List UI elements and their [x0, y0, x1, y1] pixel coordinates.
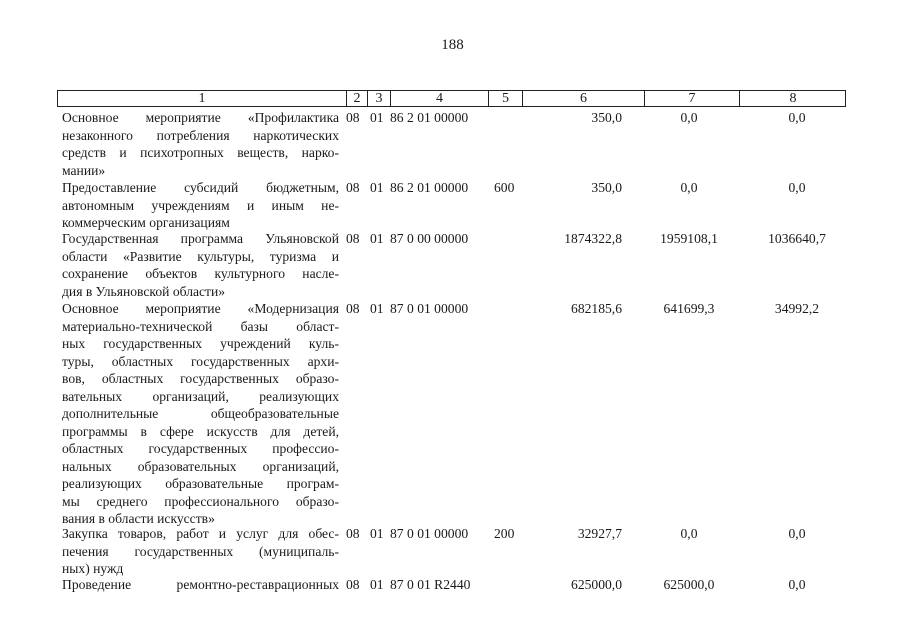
row-description [62, 230, 339, 300]
amount-col-7: 0,0 [680, 180, 698, 195]
description-line: мы среднего профессионального образо- [62, 493, 339, 509]
amount-col-7: 1959108,1 [660, 231, 718, 246]
amount-col-7: 625000,0 [663, 577, 715, 592]
amount-col-8: 0,0 [788, 110, 806, 125]
header-col-6: 6 [580, 91, 587, 106]
target-article-code: 87 0 01 R2440 [390, 577, 471, 592]
subsection-code: 01 [370, 180, 384, 195]
table-row [57, 179, 846, 231]
page-number: 188 [441, 37, 464, 53]
header-col-7: 7 [688, 91, 696, 106]
row-description [62, 576, 339, 594]
description-line: печения государственных (муниципаль- [62, 543, 339, 559]
description-line: вания в области искусств» [62, 511, 215, 526]
description-line: мании» [62, 162, 106, 178]
amount-col-8: 34992,2 [774, 301, 820, 316]
subsection-code: 01 [370, 231, 384, 246]
amount-col-6: 350,0 [591, 180, 622, 195]
section-code: 08 [346, 231, 360, 246]
amount-col-6: 625000,0 [571, 577, 622, 592]
budget-table [57, 90, 846, 592]
section-code: 08 [346, 180, 360, 195]
description-line: вов, областных государственных образо- [62, 371, 339, 386]
table-row [57, 525, 846, 577]
description-line: реализующих образовательные програм- [62, 476, 339, 491]
expense-type-code: 200 [494, 526, 515, 541]
section-code: 08 [346, 526, 360, 541]
description-line: Основное мероприятие «Профилактика [62, 110, 339, 125]
section-code: 08 [346, 301, 360, 316]
row-description [62, 525, 339, 578]
amount-col-8: 0,0 [788, 526, 806, 541]
amount-col-6: 682185,6 [571, 301, 622, 316]
row-description [62, 109, 339, 179]
table-row [57, 300, 846, 528]
amount-col-7: 0,0 [680, 526, 698, 541]
amount-col-7: 0,0 [680, 110, 698, 125]
subsection-code: 01 [370, 526, 384, 541]
section-code: 08 [346, 110, 360, 125]
description-line: автономным учреждениям и иным не- [62, 197, 339, 213]
amount-col-8: 0,0 [788, 180, 806, 195]
description-line: Закупка товаров, работ и услуг для обес- [62, 526, 339, 541]
row-description [62, 179, 339, 232]
section-code: 08 [346, 577, 360, 592]
amount-col-6: 350,0 [591, 110, 622, 125]
description-line: вательных организаций, реализующих [62, 388, 339, 404]
table-row [57, 576, 846, 596]
description-line: дия в Ульяновской области» [62, 283, 226, 299]
amount-col-6: 32927,7 [577, 526, 622, 541]
description-line: области «Развитие культуры, туризма и [62, 248, 339, 264]
table-row [57, 230, 846, 300]
description-line: нальных образовательных организаций, [62, 458, 339, 474]
subsection-code: 01 [370, 577, 384, 592]
description-line: сохранение объектов культурного насле- [62, 266, 339, 281]
description-line: Государственная программа Ульяновской [62, 231, 339, 246]
description-line: Предоставление субсидий бюджетным, [62, 180, 339, 195]
header-col-4: 4 [436, 91, 443, 106]
table-row [57, 109, 846, 179]
table-header [57, 90, 846, 107]
amount-col-7: 641699,3 [663, 301, 715, 316]
expense-type-code: 600 [494, 180, 515, 195]
description-line: программы в сфере искусств для детей, [62, 423, 339, 439]
header-col-2: 2 [353, 91, 361, 106]
description-line: средств и психотропных веществ, нарко- [62, 145, 339, 160]
description-line: областных государственных профессио- [62, 441, 339, 456]
description-line: незаконного потребления наркотических [62, 127, 339, 143]
subsection-code: 01 [370, 301, 384, 316]
subsection-code: 01 [370, 110, 384, 125]
target-article-code: 87 0 00 00000 [390, 231, 469, 246]
row-description [62, 300, 339, 528]
description-line: Проведение ремонтно-реставрационных [62, 577, 339, 592]
target-article-code: 86 2 01 00000 [390, 180, 469, 195]
amount-col-8: 1036640,7 [768, 231, 826, 246]
target-article-code: 86 2 01 00000 [390, 110, 469, 125]
description-line: ных) нужд [62, 561, 124, 576]
description-line: коммерческим организациям [62, 215, 230, 230]
amount-col-8: 0,0 [788, 577, 806, 592]
description-line: ных государственных учреждений куль- [62, 336, 339, 351]
header-col-5: 5 [502, 91, 509, 106]
header-col-1: 1 [198, 91, 206, 106]
amount-col-6: 1874322,8 [564, 231, 622, 246]
description-line: Основное мероприятие «Модернизация [62, 301, 339, 316]
description-line: дополнительные общеобразовательные [62, 406, 339, 421]
target-article-code: 87 0 01 00000 [390, 301, 469, 316]
header-col-8: 8 [789, 91, 797, 106]
header-col-3: 3 [375, 91, 383, 106]
target-article-code: 87 0 01 00000 [390, 526, 469, 541]
description-line: материально-технической базы област- [62, 318, 339, 334]
description-line: туры, областных государственных архи- [62, 353, 339, 369]
